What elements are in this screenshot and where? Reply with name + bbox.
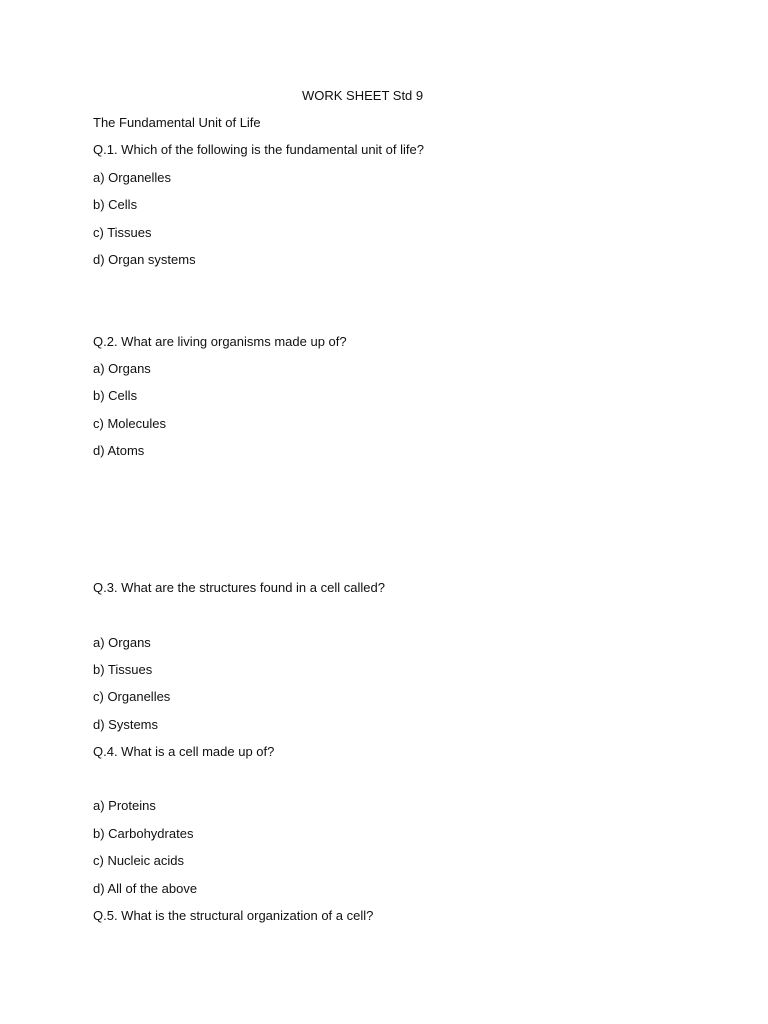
question-text: Q.4. What is a cell made up of?	[93, 744, 275, 759]
answer-option: b) Tissues	[93, 662, 153, 677]
answer-option: b) Carbohydrates	[93, 826, 194, 841]
worksheet-subtitle: The Fundamental Unit of Life	[93, 115, 261, 130]
answer-option: a) Organs	[93, 635, 151, 650]
answer-option: b) Cells	[93, 388, 138, 403]
answer-option: d) Organ systems	[93, 252, 196, 267]
answer-option: a) Organelles	[93, 170, 172, 185]
answer-option: b) Cells	[93, 197, 138, 212]
answer-option: c) Organelles	[93, 689, 171, 704]
answer-option: a) Organs	[93, 361, 151, 376]
answer-option: c) Molecules	[93, 416, 166, 431]
answer-option: d) Atoms	[93, 443, 145, 458]
question-text: Q.1. Which of the following is the fundamental unit of life?	[93, 142, 424, 157]
answer-option: c) Nucleic acids	[93, 853, 185, 868]
answer-option: a) Proteins	[93, 798, 156, 813]
question-text: Q.2. What are living organisms made up of?	[93, 334, 347, 349]
answer-option: d) Systems	[93, 717, 159, 732]
question-text: Q.5. What is the structural organization of a cell?	[93, 908, 374, 923]
answer-option: d) All of the above	[93, 881, 198, 896]
answer-option: c) Tissues	[93, 225, 152, 240]
worksheet-title: WORK SHEET Std 9	[302, 88, 424, 103]
question-text: Q.3. What are the structures found in a cell called?	[93, 580, 385, 595]
